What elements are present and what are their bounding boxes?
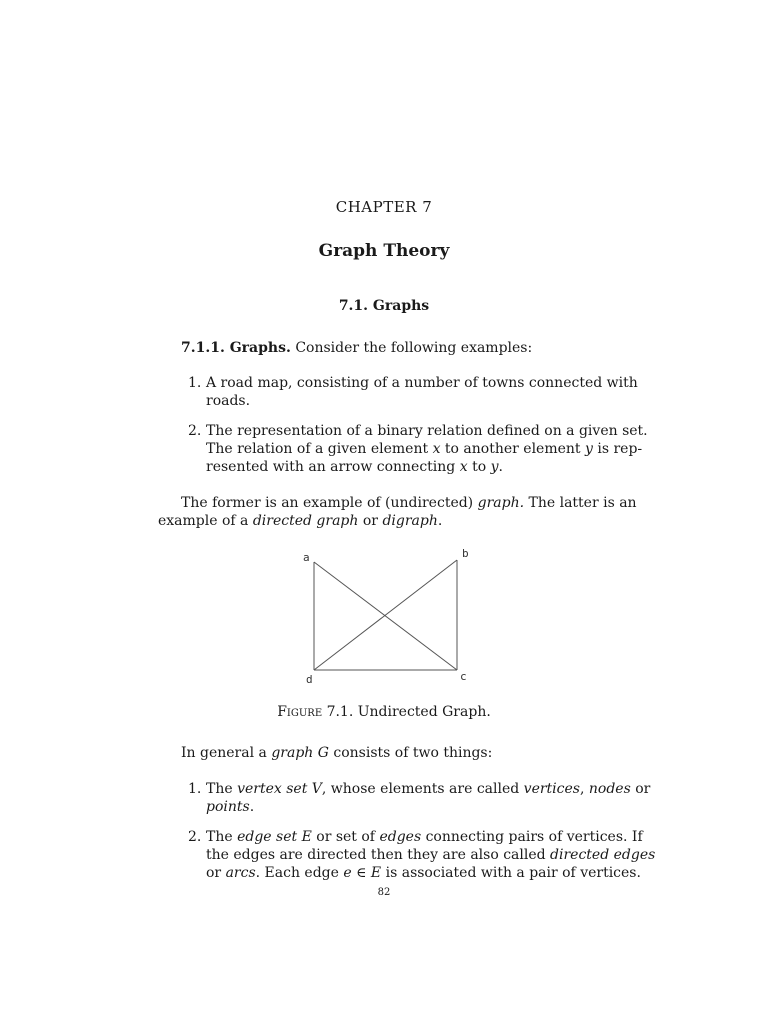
text-run: to another element — [440, 441, 585, 457]
term-digraph: digraph — [382, 513, 438, 529]
text-run: or — [630, 781, 651, 797]
text-run: or — [358, 513, 383, 529]
term-edge-set: edge set E — [237, 829, 312, 845]
term-directed-graph: directed graph — [252, 513, 359, 529]
text-run: or set of — [311, 829, 380, 845]
definition-2-number: 2. — [188, 829, 202, 845]
text-run: . — [498, 459, 503, 475]
definition-1-number: 1. — [188, 781, 202, 797]
math-x: x — [432, 441, 441, 457]
subsection-number: 7.1.1. Graphs. — [181, 340, 291, 356]
chapter-title: Graph Theory — [318, 241, 450, 261]
figure-caption-label: Figure 7.1. — [277, 704, 354, 720]
text-run: , — [579, 781, 589, 797]
text-run: example of a — [158, 513, 253, 529]
text-run: the edges are directed then they are also called — [206, 847, 551, 863]
text-run: The latter is an — [524, 495, 637, 511]
example-2-line-2 — [206, 440, 642, 458]
math-e-in-e: e ∈ E — [343, 865, 382, 881]
text-run: . Each edge — [255, 865, 344, 881]
text-run: In general a — [181, 745, 272, 761]
chapter-label: CHAPTER 7 — [335, 198, 433, 216]
term-vertex-set: vertex set V — [237, 781, 322, 797]
example-1-number: 1. — [188, 375, 202, 391]
term-vertices: vertices — [523, 781, 580, 797]
definition-2-line-2 — [206, 846, 655, 864]
text-run: or — [206, 865, 226, 881]
math-y: y — [490, 459, 499, 475]
figure-caption — [0, 704, 768, 720]
page-number: 82 — [377, 887, 391, 898]
example-2-line-1: The representation of a binary relation defined on a given set. — [206, 423, 648, 439]
subsection-intro: Consider the following examples: — [295, 340, 533, 356]
text-run: The — [206, 829, 238, 845]
paragraph-1-line-1 — [181, 494, 637, 512]
undirected-graph-figure — [290, 540, 490, 700]
text-run: , whose elements are called — [321, 781, 524, 797]
definition-1-line-2 — [206, 798, 254, 816]
text-run: is rep- — [592, 441, 643, 457]
subsection-heading — [181, 339, 532, 357]
example-1-line-1: A road map, consisting of a number of towns connected with — [206, 375, 638, 391]
math-x: x — [459, 459, 468, 475]
vertex-label-d: d — [306, 673, 313, 686]
definition-2-line-1 — [206, 828, 643, 846]
section-heading: 7.1. Graphs — [338, 298, 430, 314]
term-edges: edges — [379, 829, 422, 845]
math-y: y — [585, 441, 593, 457]
vertex-label-a: a — [303, 551, 310, 564]
text-run: is associated with a pair of vertices. — [381, 865, 641, 881]
term-arcs: arcs — [225, 865, 256, 881]
term-graph-g: graph G — [271, 745, 329, 761]
figure-caption-text: Undirected Graph. — [353, 704, 491, 720]
paragraph-2 — [181, 744, 492, 762]
text-run: The former is an example of (undirected) — [181, 495, 478, 511]
text-run: The — [206, 781, 238, 797]
paragraph-1-line-2 — [158, 512, 442, 530]
text-run: . — [249, 799, 255, 815]
text-run: The relation of a given element — [206, 441, 433, 457]
example-2-number: 2. — [188, 423, 202, 439]
text-run: resented with an arrow connecting — [206, 459, 460, 475]
vertex-label-b: b — [462, 547, 469, 560]
text-run: . — [437, 513, 443, 529]
example-1-line-2: roads. — [206, 393, 251, 409]
term-directed-edges: directed edges — [550, 847, 656, 863]
text-run: consists of two things: — [328, 745, 493, 761]
definition-1-line-1 — [206, 780, 650, 798]
example-2-line-3 — [206, 458, 503, 476]
text-run: to — [467, 459, 491, 475]
definition-2-line-3 — [206, 864, 641, 882]
vertex-label-c: c — [460, 670, 467, 683]
term-graph: graph. — [477, 495, 525, 511]
term-nodes: nodes — [588, 781, 631, 797]
term-points: points — [206, 799, 250, 815]
text-run: connecting pairs of vertices. If — [421, 829, 643, 845]
